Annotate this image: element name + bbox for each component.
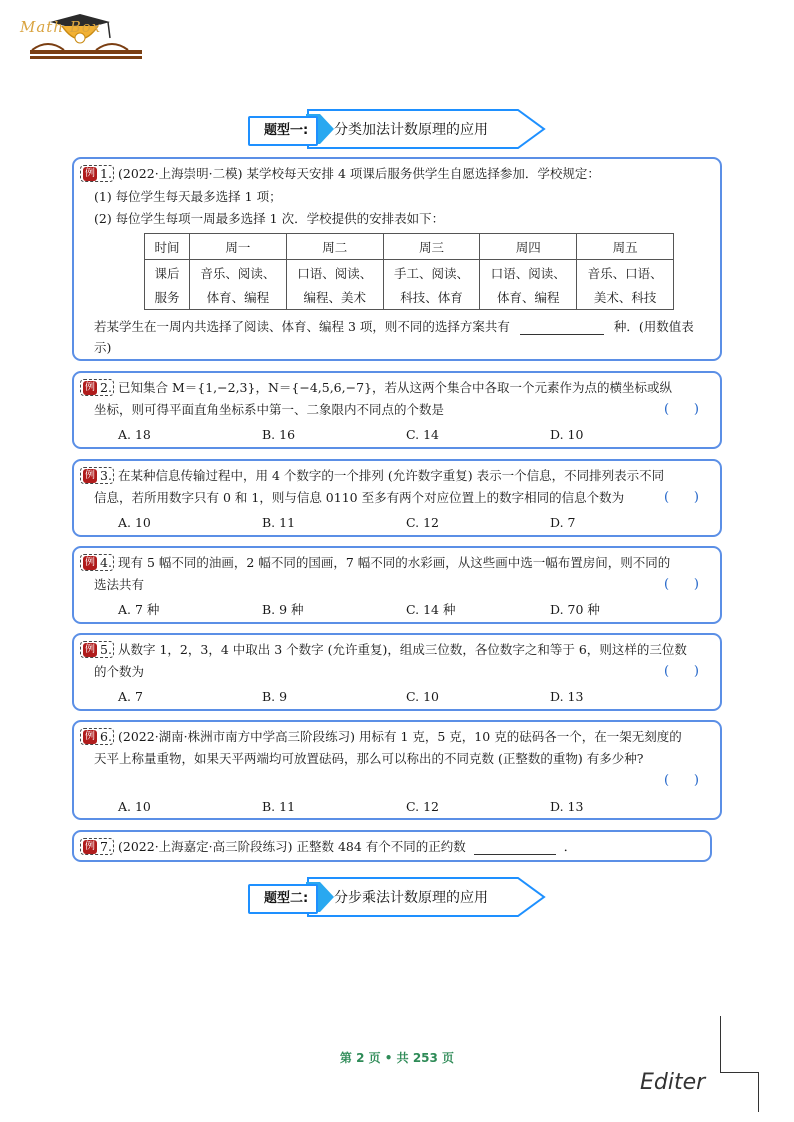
question-2 [72, 371, 722, 449]
cell-line: 体育、编程 [206, 289, 270, 305]
table-cell [577, 260, 674, 310]
question-text: 信息，若所用数字只有 0 和 1，则与信息 0110 至多有两个对应位置上的数字相同的信息个数为 [94, 490, 625, 505]
option-b[interactable]: B. 16 [262, 427, 296, 442]
cell-line: 音乐、口语、 [587, 265, 663, 281]
section-banner-1 [248, 108, 548, 150]
option-c[interactable]: C. 14 [406, 427, 439, 442]
example-icon: 例 [85, 557, 95, 568]
table-header-cell: 周五 [577, 234, 674, 260]
question-text: (2022·湖南·株洲市南方中学高三阶段练习) 用标有 1 克，5 克，10 克的砝码各一个，在一架无刻度的 [118, 729, 682, 744]
question-7 [72, 830, 712, 862]
example-icon: 例 [85, 644, 95, 655]
text-part: 种．(用数值表 [613, 319, 694, 334]
corner-mark [720, 1072, 758, 1073]
question-text: 天平上称量重物，如果天平两端均可放置砝码，那么可以称出的不同克数 (正整数的重物) 有多少种? [94, 751, 644, 766]
example-badge [80, 641, 114, 658]
option-b[interactable]: B. 11 [262, 799, 296, 814]
answer-blank[interactable] [520, 334, 604, 335]
text-part: 若某学生在一周内共选择了阅读、体育、编程 3 项，则不同的选择方案共有 [94, 319, 510, 334]
option-d[interactable]: D. 10 [550, 427, 584, 442]
table-header-cell: 周四 [480, 234, 577, 260]
answer-paren[interactable]: ( ) [664, 773, 699, 788]
example-icon: 例 [85, 841, 95, 852]
option-c[interactable]: C. 12 [406, 799, 439, 814]
question-6 [72, 720, 722, 820]
table-cell [480, 260, 577, 310]
question-1 [72, 157, 722, 361]
cell-line: 课后 [154, 265, 180, 281]
question-text: 在某种信息传输过程中，用 4 个数字的一个排列 (允许数字重复) 表示一个信息，不同排列表示不同 [118, 468, 665, 483]
example-icon: 例 [85, 731, 95, 742]
question-4 [72, 546, 722, 624]
option-a[interactable]: A. 10 [118, 799, 151, 814]
answer-paren[interactable]: ( ) [664, 490, 699, 505]
answer-paren[interactable]: ( ) [664, 577, 699, 592]
example-badge [80, 165, 114, 182]
table-header-cell: 周二 [286, 234, 383, 260]
example-icon: 例 [85, 382, 95, 393]
question-text: 选法共有 [94, 577, 145, 592]
mortarboard-icon [18, 8, 153, 64]
cell-line: 服务 [154, 289, 180, 305]
editer-logo: Editer [640, 1070, 706, 1095]
logo-text: Math Box [20, 18, 102, 36]
answer-paren[interactable]: ( ) [664, 664, 699, 679]
corner-mark [758, 1072, 759, 1112]
table-cell [286, 260, 383, 310]
example-badge [80, 554, 114, 571]
question-number: 1. [100, 166, 112, 181]
table-cell [190, 260, 287, 310]
question-number: 2. [100, 380, 112, 395]
option-b[interactable]: B. 11 [262, 515, 296, 530]
table-header-cell: 周一 [190, 234, 287, 260]
table-row-label [145, 260, 190, 310]
question-text: 示) [94, 340, 112, 355]
page-footer: 第 2 页 • 共 253 页 [339, 1051, 455, 1065]
question-number: 4. [100, 555, 112, 570]
option-d[interactable]: D. 7 [550, 515, 576, 530]
option-d[interactable]: D. 70 种 [550, 602, 600, 617]
example-icon: 例 [85, 470, 95, 481]
option-a[interactable]: A. 18 [118, 427, 151, 442]
cell-line: 口语、阅读、 [297, 265, 373, 281]
question-5 [72, 633, 722, 711]
example-icon: 例 [85, 168, 95, 179]
question-number: 6. [100, 729, 112, 744]
cell-line: 美术、科技 [593, 289, 657, 305]
question-text: 从数字 1，2，3，4 中取出 3 个数字 (允许重复)，组成三位数，各位数字之和等于 6，则这样的三位数 [118, 642, 687, 657]
option-d[interactable]: D. 13 [550, 689, 584, 704]
option-b[interactable]: B. 9 [262, 689, 288, 704]
question-text [118, 839, 576, 855]
option-a[interactable]: A. 10 [118, 515, 151, 530]
table-header-cell: 周三 [383, 234, 480, 260]
question-text: 的个数为 [94, 664, 145, 679]
cell-line: 口语、阅读、 [490, 265, 566, 281]
section-label: 题型二: [248, 884, 318, 914]
option-c[interactable]: C. 10 [406, 689, 439, 704]
example-badge [80, 467, 114, 484]
question-text: (2) 每位学生每项一周最多选择 1 次．学校提供的安排表如下： [94, 211, 445, 226]
question-text: (2022·上海崇明·二模) 某学校每天安排 4 项课后服务供学生自愿选择参加．学校规定： [118, 166, 600, 181]
question-3 [72, 459, 722, 537]
section-banner-2 [248, 876, 548, 918]
question-number: 3. [100, 468, 112, 483]
option-a[interactable]: A. 7 种 [118, 602, 160, 617]
question-number: 7. [100, 839, 112, 854]
option-d[interactable]: D. 13 [550, 799, 584, 814]
text-part: ． [563, 839, 577, 854]
question-text [94, 319, 694, 335]
cell-line: 编程、美术 [303, 289, 366, 305]
schedule-table [144, 233, 674, 310]
answer-paren[interactable]: ( ) [664, 402, 699, 417]
question-text: 坐标，则可得平面直角坐标系中第一、二象限内不同点的个数是 [94, 402, 445, 417]
question-text: 已知集合 M＝{1,−2,3}，N＝{−4,5,6,−7}，若从这两个集合中各取一个元素作为点的横坐标或纵 [118, 380, 672, 395]
cell-line: 音乐、阅读、 [200, 265, 276, 281]
cell-line: 手工、阅读、 [393, 265, 469, 281]
question-number: 5. [100, 642, 112, 657]
text-part: (2022·上海嘉定·高三阶段练习) 正整数 484 有个不同的正约数 [118, 839, 466, 854]
cell-line: 科技、体育 [400, 289, 463, 305]
corner-mark [720, 1016, 721, 1072]
example-badge [80, 379, 114, 396]
section-title: 分类加法计数原理的应用 [334, 122, 488, 138]
option-c[interactable]: C. 14 种 [406, 602, 456, 617]
answer-blank[interactable] [474, 854, 556, 855]
section-title: 分步乘法计数原理的应用 [334, 890, 488, 906]
option-c[interactable]: C. 12 [406, 515, 439, 530]
option-b[interactable]: B. 9 种 [262, 602, 304, 617]
question-text: (1) 每位学生每天最多选择 1 项； [94, 189, 282, 204]
section-label: 题型一: [248, 116, 318, 146]
question-text: 现有 5 幅不同的油画，2 幅不同的国画，7 幅不同的水彩画，从这些画中选一幅布置房间，则不同的 [118, 555, 671, 570]
cell-line: 体育、编程 [497, 289, 560, 305]
table-cell [383, 260, 480, 310]
example-badge [80, 838, 114, 855]
option-a[interactable]: A. 7 [118, 689, 143, 704]
table-header-cell: 时间 [145, 234, 190, 260]
example-badge [80, 728, 114, 745]
math-box-logo [18, 8, 153, 64]
